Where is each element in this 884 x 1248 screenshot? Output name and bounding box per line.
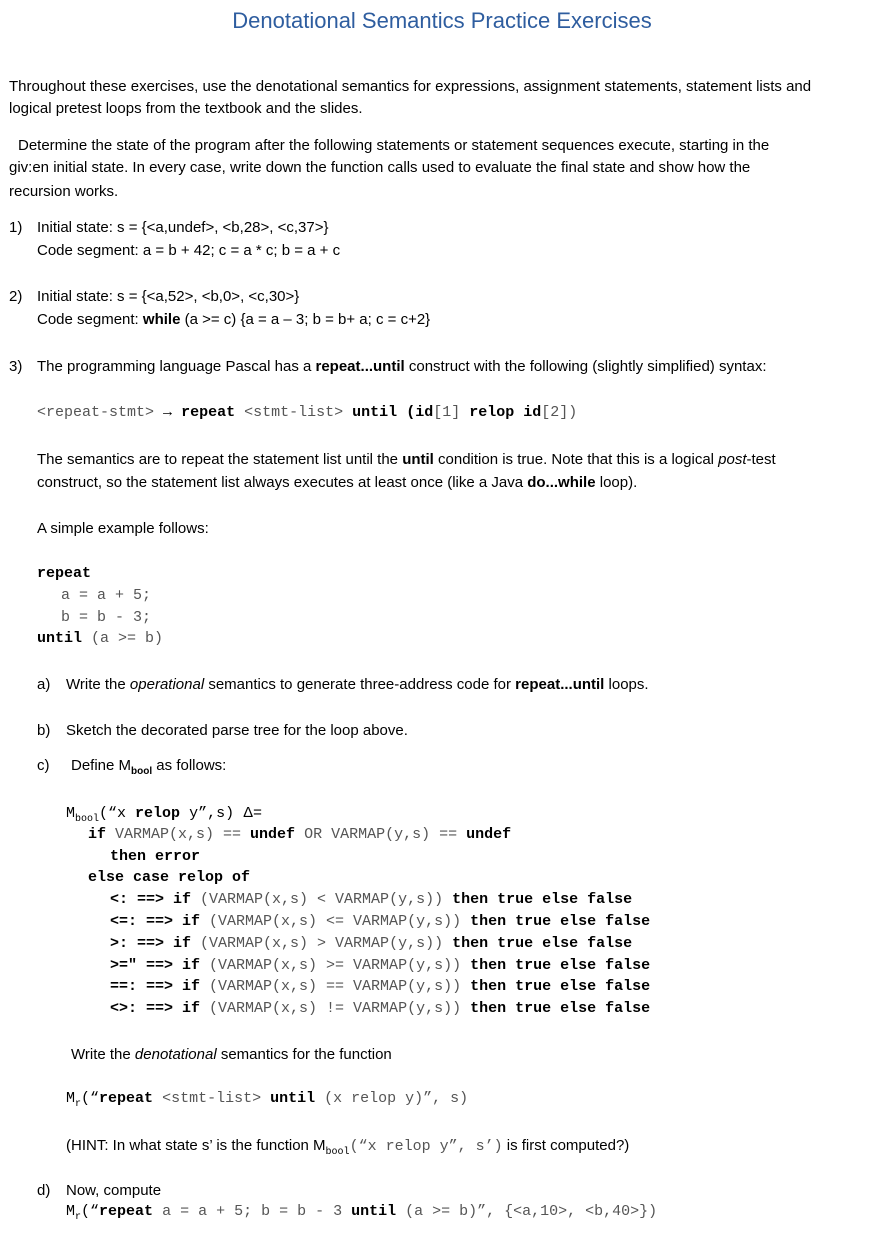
part-c-text: Define $M_{bool}$ as follows:	[71, 757, 227, 777]
q2-number: 2)	[9, 288, 23, 305]
part-d-computation: $M_r(“repeat$ a = a + 5; b = b - 3 until (a >= b)”, {<a,10>, <b,40>})	[66, 1203, 658, 1223]
example-line-1: a = a + 5;	[61, 587, 152, 604]
mbool-if-line: if VARMAP(x,s) == undef OR VARMAP(y,s) == undef	[88, 826, 512, 843]
q3-syntax-rule: <repeat-stmt> → repeat <stmt-list> until (id[1] relop id[2])	[37, 404, 578, 421]
mbool-case-eq: ==: ==> if (VARMAP(x,s) == VARMAP(y,s)) then true else false	[110, 978, 651, 995]
page-title: Denotational Semantics Practice Exercises	[232, 8, 652, 33]
mbool-case-le: <=: ==> if (VARMAP(x,s) <= VARMAP(y,s)) then true else false	[110, 913, 651, 930]
q3-example-intro: A simple example follows:	[37, 520, 209, 537]
part-c-label: c)	[37, 757, 50, 774]
write-denotational-text: Write the denotational semantics for the function	[71, 1046, 392, 1063]
part-d-text: Now, compute	[66, 1182, 162, 1199]
q3-semantics-line-1: The semantics are to repeat the statement list until the until condition is true. Note that this is a logical post-test	[37, 451, 776, 468]
mbool-then-error: then error	[110, 848, 201, 865]
instructions-line-1: Determine the state of the program after the following statements or statement sequences execute, starting in the	[18, 137, 770, 154]
example-until-line: until (a >= b)	[37, 630, 164, 647]
q3-semantics-line-2: construct, so the statement list always executes at least once (like a Java do...while loop).	[37, 474, 638, 491]
example-repeat-keyword: repeat	[37, 565, 92, 582]
intro-line-1: Throughout these exercises, use the denotational semantics for expressions, assignment statements, statement lists and	[9, 78, 812, 95]
q1-initial-state: Initial state: s = {<a,undef>, <b,28>, <c,37>}	[37, 219, 329, 236]
mbool-case-lt: <: ==> if (VARMAP(x,s) < VARMAP(y,s)) then true else false	[110, 891, 633, 908]
part-a-label: a)	[37, 676, 51, 693]
q3-number: 3)	[9, 358, 23, 375]
part-d-label: d)	[37, 1182, 51, 1199]
q2-initial-state: Initial state: s = {<a,52>, <b,0>, <c,30>}	[37, 288, 300, 305]
mr-repeat-function: $M_r(“repeat$ <stmt-list> until (x relop y)”, s)	[66, 1090, 469, 1110]
example-line-2: b = b - 3;	[61, 609, 152, 626]
instructions-line-3: recursion works.	[9, 183, 119, 200]
intro-line-2: logical pretest loops from the textbook and the slides.	[9, 100, 363, 117]
mbool-definition-header: $M_{bool}(“x$ relop y”,s) Δ=	[66, 804, 262, 825]
q1-code-segment: Code segment: a = b + 42; c = a * c; b = a + c	[37, 242, 341, 259]
q3-intro: The programming language Pascal has a repeat...until construct with the following (slightly simplified) syntax:	[37, 358, 767, 375]
part-b-label: b)	[37, 722, 51, 739]
q1-number: 1)	[9, 219, 23, 236]
part-b-text: Sketch the decorated parse tree for the loop above.	[66, 722, 408, 739]
q2-code-segment: Code segment: while (a >= c) {a = a – 3; b = b+ a; c = c+2}	[37, 311, 431, 328]
instructions-line-2: giv:en initial state. In every case, write down the function calls used to evaluate the final state and show how the	[9, 159, 751, 176]
mbool-case-gt: >: ==> if (VARMAP(x,s) > VARMAP(y,s)) then true else false	[110, 935, 633, 952]
part-a-text: Write the operational semantics to generate three-address code for repeat...until loops.	[66, 676, 649, 693]
hint-text: (HINT: In what state s’ is the function $M_{bool}(“x$ relop y”, s’) is first computed?)	[66, 1137, 630, 1158]
mbool-case-ne: <>: ==> if (VARMAP(x,s) != VARMAP(y,s)) then true else false	[110, 1000, 651, 1017]
mbool-case-ge: >=" ==> if (VARMAP(x,s) >= VARMAP(y,s)) then true else false	[110, 957, 651, 974]
mbool-else-case: else case relop of	[88, 869, 251, 886]
